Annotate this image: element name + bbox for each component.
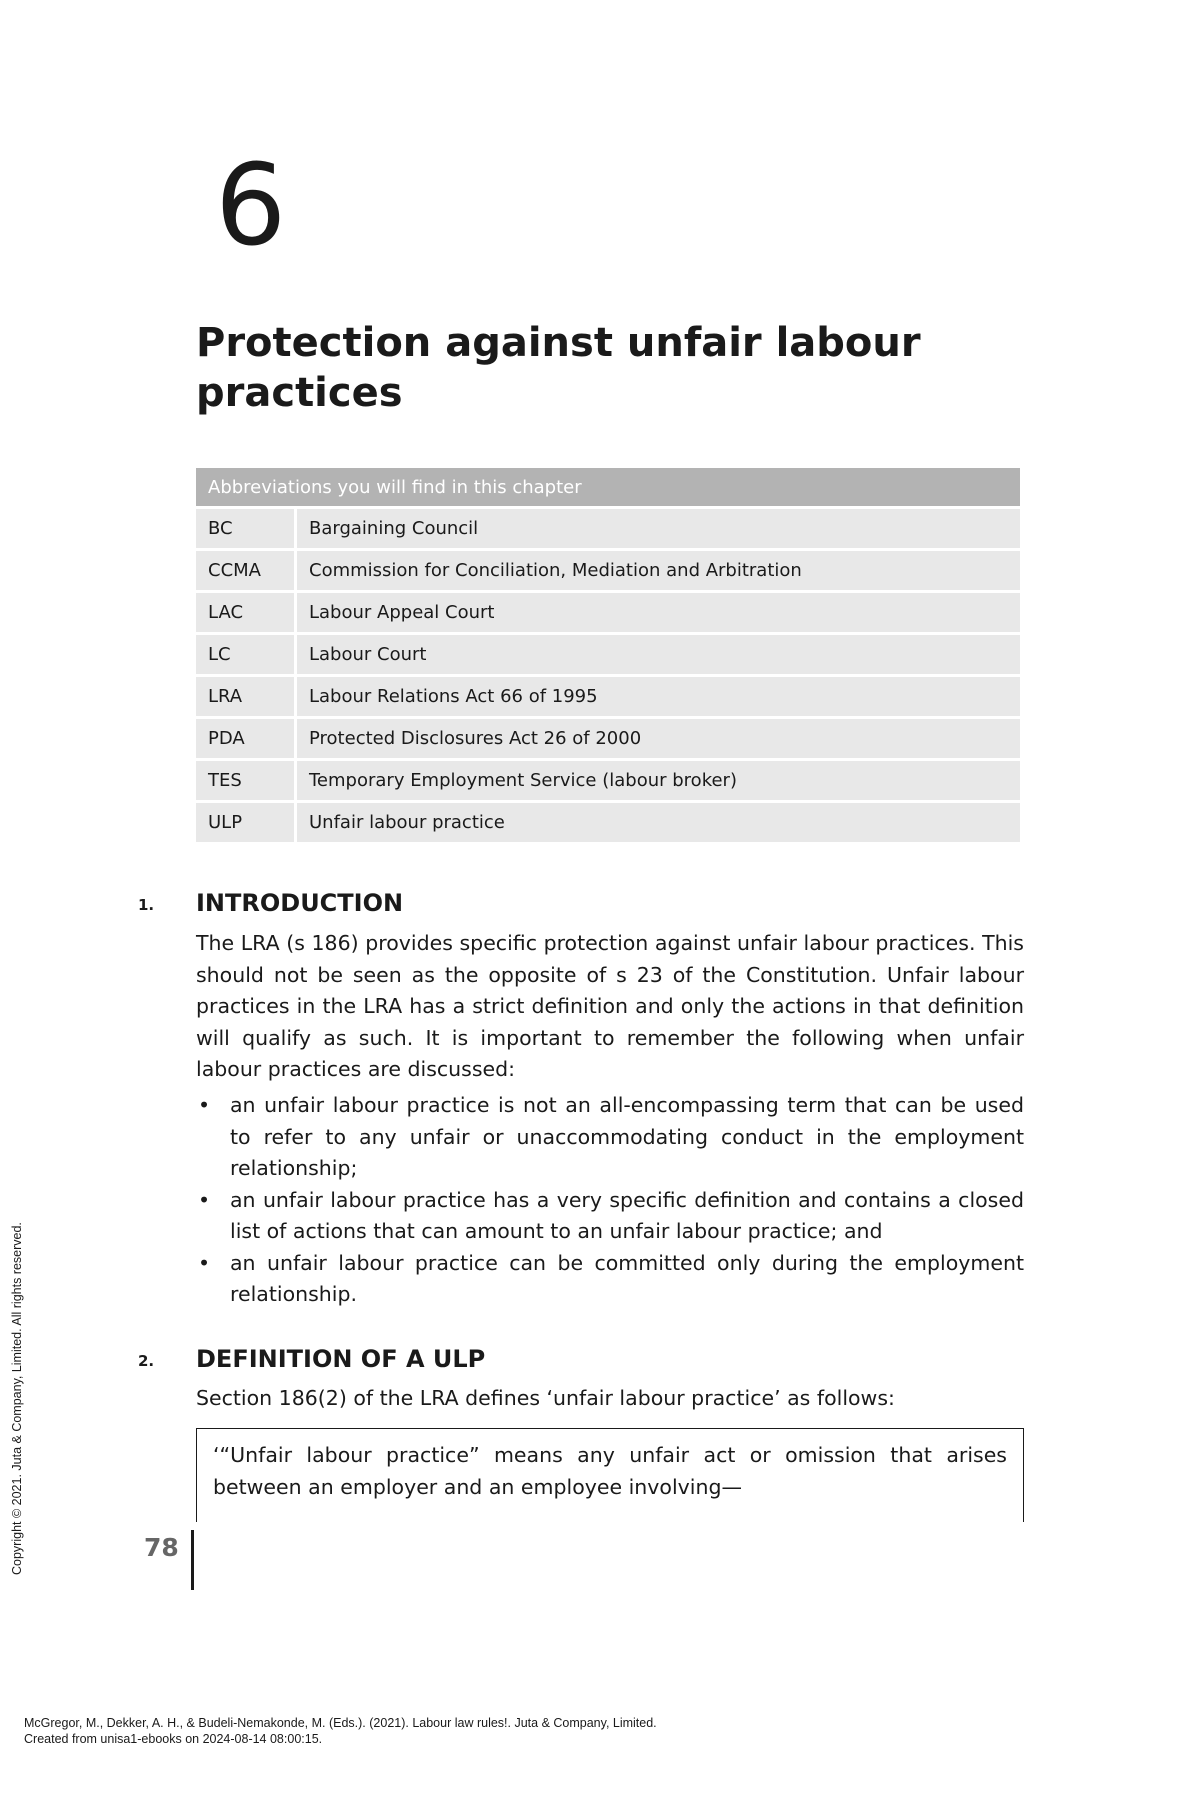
abbr-meaning: Labour Appeal Court [297, 593, 1020, 632]
list-item [196, 1248, 1024, 1311]
section-heading-introduction: INTRODUCTION [196, 889, 404, 917]
abbr-code: LRA [196, 677, 297, 716]
definition-quote-box [196, 1428, 1024, 1522]
table-row [196, 593, 1020, 632]
list-item [196, 1090, 1024, 1185]
abbr-meaning: Labour Relations Act 66 of 1995 [297, 677, 1020, 716]
table-row [196, 719, 1020, 758]
abbr-code: LC [196, 635, 297, 674]
bullet-text: an unfair labour practice can be committed only during the employment relationship. [230, 1250, 1024, 1306]
chapter-title: Protection against unfair labour practices [196, 320, 921, 416]
section-number: 2. [138, 1352, 155, 1370]
section-heading-definition: DEFINITION OF A ULP [196, 1345, 486, 1373]
table-row [196, 551, 1020, 590]
abbr-meaning: Temporary Employment Service (labour broker) [297, 761, 1020, 800]
footer-created: Created from unisa1-ebooks on 2024-08-14 08:00:15. [24, 1732, 323, 1746]
page-number: 78 [144, 1533, 179, 1562]
chapter-number: 6 [215, 141, 285, 271]
bullet-icon: • [198, 1187, 211, 1212]
introduction-bullet-list [196, 1090, 1024, 1311]
table-row [196, 761, 1020, 800]
bullet-text: an unfair labour practice is not an all-encompassing term that can be used to refer to any unfair or unaccommodating conduct in the employment relationship; [230, 1093, 1024, 1180]
abbr-code: CCMA [196, 551, 297, 590]
abbreviations-table [196, 465, 1020, 845]
side-copyright: Copyright © 2021. Juta & Company, Limited. All rights reserved. [10, 1222, 24, 1575]
definition-paragraph: Section 186(2) of the LRA defines ‘unfair labour practice’ as follows: [196, 1386, 895, 1410]
abbr-meaning: Protected Disclosures Act 26 of 2000 [297, 719, 1020, 758]
abbr-meaning: Bargaining Council [297, 509, 1020, 548]
section-number: 1. [138, 896, 155, 914]
abbr-meaning: Commission for Conciliation, Mediation and Arbitration [297, 551, 1020, 590]
table-row [196, 803, 1020, 842]
bullet-icon: • [198, 1093, 211, 1117]
footer [24, 1715, 657, 1747]
abbreviations-header-row [196, 468, 1020, 506]
bullet-text: an unfair labour practice has a very specific definition and contains a closed list of actions that can amount to an unfair labour practice; and [230, 1187, 1024, 1243]
abbr-code: LAC [196, 593, 297, 632]
abbr-code: PDA [196, 719, 297, 758]
table-row [196, 509, 1020, 548]
list-item [196, 1185, 1024, 1248]
page-number-rule [191, 1530, 194, 1590]
introduction-paragraph: The LRA (s 186) provides specific protection against unfair labour practices. This should not be seen as the opposite of s 23 of the Constitution. Unfair labour practices in the LRA has a strict definition and only the actions in that definition will qualify as such. It is important to remember the following when unfair labour practices are discussed: [196, 931, 1024, 1081]
abbr-meaning: Unfair labour practice [297, 803, 1020, 842]
abbreviations-header: Abbreviations you will find in this chapter [196, 468, 1020, 506]
abbr-code: BC [196, 509, 297, 548]
table-row [196, 677, 1020, 716]
table-row [196, 635, 1020, 674]
bullet-icon: • [198, 1250, 211, 1275]
definition-quote: ‘“Unfair labour practice” means any unfair act or omission that arises between an employer and an employee involving— [213, 1443, 1007, 1499]
abbr-meaning: Labour Court [297, 635, 1020, 674]
abbr-code: ULP [196, 803, 297, 842]
abbr-code: TES [196, 761, 297, 800]
footer-citation: McGregor, M., Dekker, A. H., & Budeli-Nemakonde, M. (Eds.). (2021). Labour law rules!. Juta & Company, Limited. [24, 1716, 657, 1730]
